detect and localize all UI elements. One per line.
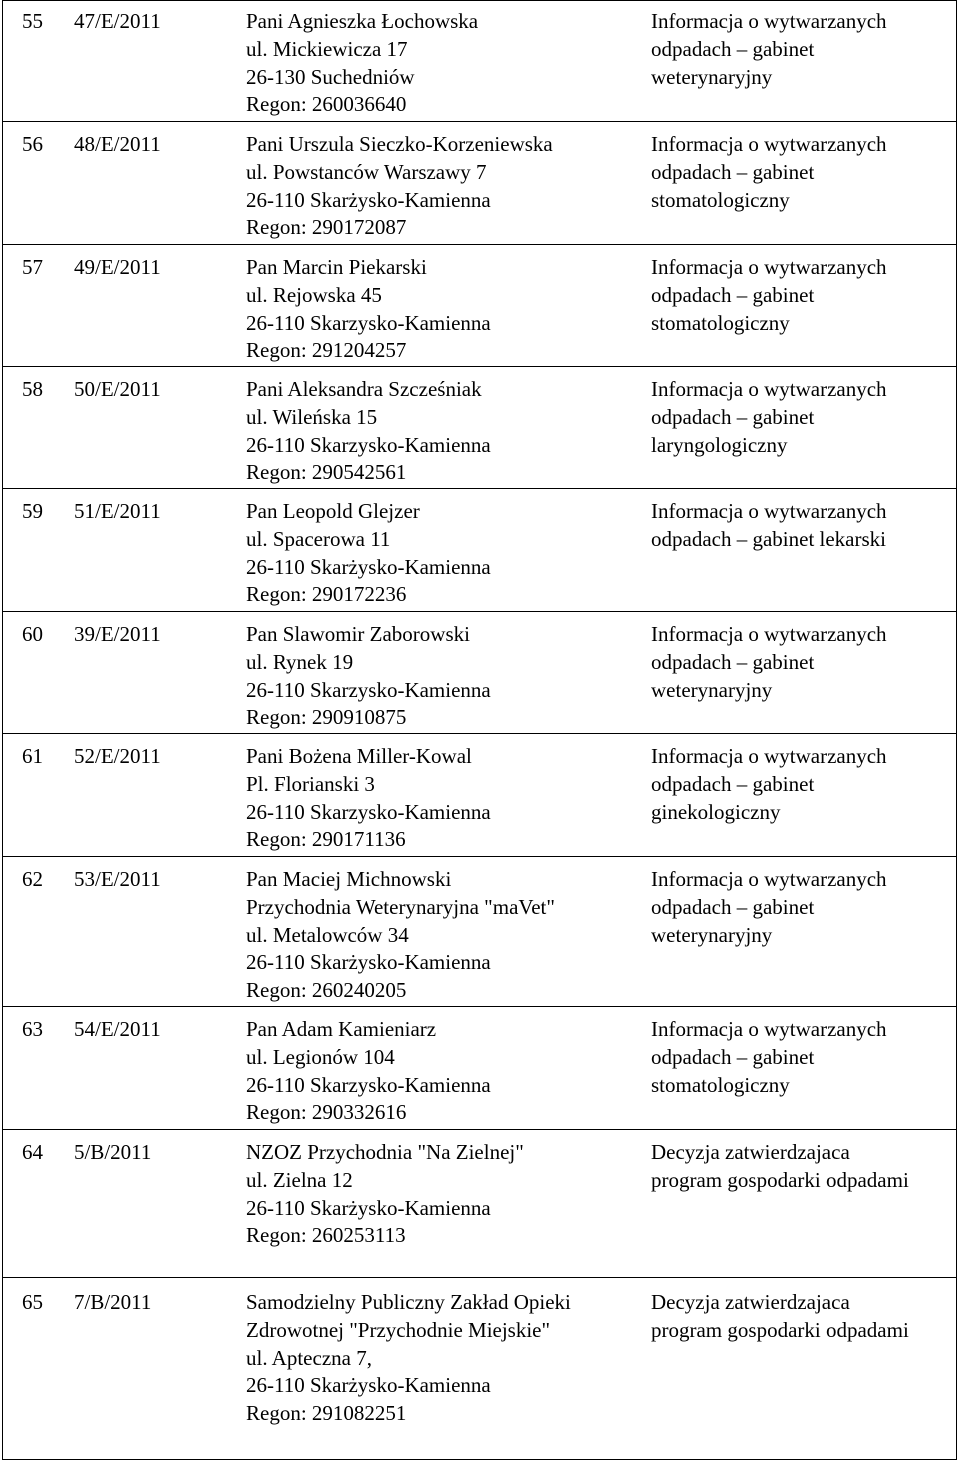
- party-line: Pan Adam Kamieniarz: [246, 1017, 437, 1041]
- description-line: Informacja o wytwarzanych: [651, 622, 887, 646]
- row-number: 56: [22, 132, 43, 156]
- party-details: [246, 498, 491, 609]
- party-line: ul. Wileńska 15: [246, 404, 378, 429]
- party-details: [246, 621, 491, 732]
- party-line: Regon: 291082251: [246, 1401, 407, 1426]
- party-details: [246, 254, 491, 365]
- row-separator: [2, 733, 957, 734]
- party-line: 26-110 Skarżysko-Kamienna: [246, 554, 491, 579]
- row-separator: [2, 1006, 957, 1007]
- description-line: program gospodarki odpadami: [651, 1317, 909, 1342]
- row-separator: [2, 488, 957, 489]
- description-line: laryngologiczny: [651, 432, 788, 457]
- row-number: 57: [22, 255, 43, 279]
- document-description: [651, 498, 887, 554]
- party-details: [246, 1139, 524, 1250]
- row-separator: [2, 366, 957, 367]
- party-details: [246, 376, 491, 487]
- party-line: Regon: 290171136: [246, 827, 406, 852]
- party-line: Pl. Florianski 3: [246, 771, 375, 796]
- party-line: Regon: 290172236: [246, 582, 407, 607]
- party-line: ul. Legionów 104: [246, 1044, 395, 1069]
- party-line: Pan Leopold Glejzer: [246, 499, 420, 523]
- description-line: weterynaryjny: [651, 677, 773, 702]
- party-line: Pani Bożena Miller-Kowal: [246, 744, 472, 768]
- row-number: 65: [22, 1290, 43, 1314]
- party-line: Pani Urszula Sieczko-Korzeniewska: [246, 132, 553, 156]
- description-line: Informacja o wytwarzanych: [651, 377, 887, 401]
- party-line: Przychodnia Weterynaryjna "maVet": [246, 894, 555, 919]
- document-description: [651, 8, 887, 91]
- description-line: odpadach – gabinet: [651, 894, 815, 919]
- row-number: 62: [22, 867, 43, 891]
- reference-number: 49/E/2011: [74, 255, 161, 279]
- party-line: ul. Rejowska 45: [246, 282, 382, 307]
- description-line: Informacja o wytwarzanych: [651, 255, 887, 279]
- row-separator: [2, 1129, 957, 1130]
- party-line: Samodzielny Publiczny Zakład Opieki: [246, 1290, 571, 1314]
- description-line: odpadach – gabinet: [651, 282, 815, 307]
- party-line: 26-110 Skarżysko-Kamienna: [246, 187, 491, 212]
- description-line: Informacja o wytwarzanych: [651, 499, 887, 523]
- party-details: [246, 131, 553, 242]
- description-line: Decyzja zatwierdzajaca: [651, 1140, 850, 1164]
- party-line: ul. Spacerowa 11: [246, 526, 391, 551]
- party-line: Pani Aleksandra Szcześniak: [246, 377, 482, 401]
- description-line: program gospodarki odpadami: [651, 1167, 909, 1192]
- row-number: 63: [22, 1017, 43, 1041]
- description-line: weterynaryjny: [651, 64, 773, 89]
- party-line: 26-110 Skarzysko-Kamienna: [246, 310, 491, 335]
- party-details: [246, 8, 478, 119]
- party-line: ul. Apteczna 7,: [246, 1345, 372, 1370]
- description-line: odpadach – gabinet: [651, 404, 815, 429]
- description-line: Informacja o wytwarzanych: [651, 867, 887, 891]
- description-line: odpadach – gabinet: [651, 36, 815, 61]
- party-line: Pan Marcin Piekarski: [246, 255, 427, 279]
- document-description: [651, 376, 887, 459]
- party-line: Regon: 260036640: [246, 92, 407, 117]
- party-line: 26-110 Skarzysko-Kamienna: [246, 677, 491, 702]
- row-number: 59: [22, 499, 43, 523]
- party-line: Regon: 260253113: [246, 1223, 406, 1248]
- party-line: Regon: 260240205: [246, 978, 407, 1003]
- document-description: [651, 254, 887, 337]
- party-line: Pani Agnieszka Łochowska: [246, 9, 479, 33]
- party-line: 26-110 Skarżysko-Kamienna: [246, 1195, 491, 1220]
- description-line: odpadach – gabinet: [651, 1044, 815, 1069]
- party-line: Pan Maciej Michnowski: [246, 867, 452, 891]
- row-number: 58: [22, 377, 43, 401]
- reference-number: 50/E/2011: [74, 377, 161, 401]
- description-line: ginekologiczny: [651, 799, 781, 824]
- reference-number: 53/E/2011: [74, 867, 161, 891]
- reference-number: 52/E/2011: [74, 744, 161, 768]
- reference-number: 54/E/2011: [74, 1017, 161, 1041]
- document-description: [651, 621, 887, 704]
- party-line: ul. Powstanców Warszawy 7: [246, 159, 487, 184]
- description-line: stomatologiczny: [651, 187, 790, 212]
- party-line: 26-130 Suchedniów: [246, 64, 415, 89]
- description-line: odpadach – gabinet: [651, 771, 815, 796]
- row-number: 60: [22, 622, 43, 646]
- row-separator: [2, 121, 957, 122]
- party-line: NZOZ Przychodnia "Na Zielnej": [246, 1140, 524, 1164]
- party-details: [246, 743, 491, 854]
- party-line: Pan Slawomir Zaborowski: [246, 622, 470, 646]
- party-line: Regon: 290542561: [246, 460, 407, 485]
- description-line: Informacja o wytwarzanych: [651, 744, 887, 768]
- document-description: [651, 866, 887, 949]
- reference-number: 51/E/2011: [74, 499, 161, 523]
- party-line: ul. Rynek 19: [246, 649, 354, 674]
- party-line: 26-110 Skarzysko-Kamienna: [246, 799, 491, 824]
- party-details: [246, 866, 555, 1005]
- description-line: Informacja o wytwarzanych: [651, 9, 887, 33]
- row-separator: [2, 856, 957, 857]
- reference-number: 48/E/2011: [74, 132, 161, 156]
- party-line: 26-110 Skarżysko-Kamienna: [246, 1373, 491, 1398]
- party-line: Regon: 290332616: [246, 1100, 407, 1125]
- description-line: Informacja o wytwarzanych: [651, 132, 887, 156]
- reference-number: 47/E/2011: [74, 9, 161, 33]
- description-line: odpadach – gabinet: [651, 649, 815, 674]
- party-line: 26-110 Skarzysko-Kamienna: [246, 432, 491, 457]
- party-line: 26-110 Skarzysko-Kamienna: [246, 1072, 491, 1097]
- party-line: Regon: 290172087: [246, 215, 407, 240]
- reference-number: 7/B/2011: [74, 1290, 152, 1314]
- description-line: Informacja o wytwarzanych: [651, 1017, 887, 1041]
- row-number: 55: [22, 9, 43, 33]
- reference-number: 39/E/2011: [74, 622, 161, 646]
- party-line: Regon: 291204257: [246, 338, 407, 363]
- party-line: Zdrowotnej "Przychodnie Miejskie": [246, 1317, 551, 1342]
- description-line: odpadach – gabinet lekarski: [651, 526, 886, 551]
- reference-number: 5/B/2011: [74, 1140, 152, 1164]
- description-line: odpadach – gabinet: [651, 159, 815, 184]
- description-line: weterynaryjny: [651, 922, 773, 947]
- row-separator: [2, 0, 957, 1]
- row-separator: [2, 244, 957, 245]
- description-line: stomatologiczny: [651, 1072, 790, 1097]
- party-line: 26-110 Skarżysko-Kamienna: [246, 950, 491, 975]
- party-line: ul. Zielna 12: [246, 1167, 353, 1192]
- row-separator: [2, 1277, 957, 1278]
- row-number: 61: [22, 744, 43, 768]
- document-description: [651, 1016, 887, 1099]
- party-line: ul. Mickiewicza 17: [246, 36, 408, 61]
- party-details: [246, 1289, 571, 1428]
- document-description: [651, 1289, 909, 1345]
- row-separator: [2, 611, 957, 612]
- party-details: [246, 1016, 491, 1127]
- party-line: Regon: 290910875: [246, 705, 407, 730]
- document-description: [651, 1139, 909, 1195]
- description-line: Decyzja zatwierdzajaca: [651, 1290, 850, 1314]
- document-description: [651, 131, 887, 214]
- description-line: stomatologiczny: [651, 310, 790, 335]
- party-line: ul. Metalowców 34: [246, 922, 409, 947]
- row-number: 64: [22, 1140, 43, 1164]
- document-description: [651, 743, 887, 826]
